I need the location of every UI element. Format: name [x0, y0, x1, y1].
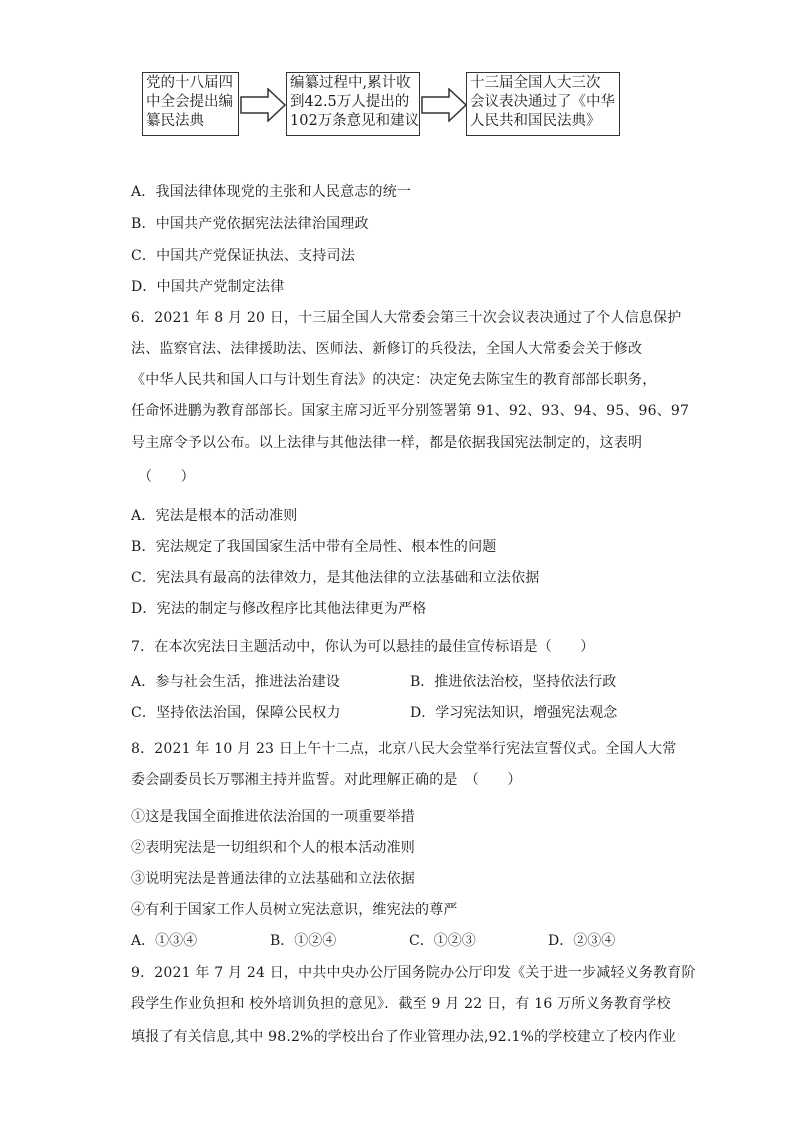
q6-option-a: A．宪法是根本的活动准则 [131, 508, 298, 524]
flow-box-3-line: 十三届全国人大三次 [470, 75, 601, 91]
q5-option-d: D．中国共产党制定法律 [131, 279, 285, 295]
flowchart [142, 72, 622, 138]
q7-option-c: C．坚持依法治国，保障公民权力 [131, 705, 341, 721]
q8-item-4: ④有利于国家工作人员树立宪法意识，维宪法的尊严 [131, 902, 458, 918]
flow-box-1-line: 中全会提出编 [146, 94, 233, 110]
q8-stem-line: 8．2021 年 10 月 23 日上午十二点，北京八民大会堂举行宪法宣誓仪式。全国人大常 [131, 741, 677, 757]
q7-option-a: A．参与社会生活，推进法治建设 [131, 674, 341, 690]
q6-answer-blank: （ ） [138, 469, 195, 485]
flow-box-2-line: 编纂过程中,累计收 [290, 75, 411, 91]
q5-option-a: A．我国法律体现党的主张和人民意志的统一 [131, 184, 412, 200]
q9-stem-line: 填报了有关信息,其中 98.2%的学校出台了作业管理办法,92.1%的学校建立了校内作业 [131, 1029, 677, 1045]
flow-box-1-line: 党的十八届四 [146, 75, 233, 91]
flow-box-3 [466, 72, 620, 136]
q8-option-c: C．①②③ [409, 933, 476, 949]
q6-stem-line: 《中华人民共和国人口与计划生育法》的决定：决定免去陈宝生的教育部部长职务， [131, 372, 657, 388]
q5-option-b: B．中国共产党依据宪法法律治国理政 [131, 216, 369, 232]
flow-arrow-icon [421, 88, 467, 122]
q8-item-2: ②表明宪法是一切组织和个人的根本活动准则 [131, 840, 415, 856]
flow-box-1-line: 纂民法典 [146, 113, 204, 129]
q6-stem-line: 法、监察官法、法律援助法、医师法、新修订的兵役法，全国人大常委会关于修改 [131, 341, 643, 357]
flow-box-3-line: 人民共和国民法典》 [470, 113, 601, 129]
q8-option-b: B．①②④ [270, 933, 337, 949]
q8-item-1: ①这是我国全面推进依法治国的一项重要举措 [131, 809, 415, 825]
q9-stem-line: 9．2021 年 7 月 24 日，中共中央办公厅国务院办公厅印发《关于进一步减轻义务教育阶 [131, 965, 696, 981]
flow-box-1 [142, 72, 239, 136]
flow-box-2-line: 到42.5万人提出的 [290, 94, 410, 110]
q6-stem-line: 任命怀进鹏为教育部部长。国家主席习近平分别签署第 91、92、93、94、95、96、97 [131, 403, 690, 419]
flow-box-2-line: 102万条意见和建议 [290, 113, 420, 129]
q9-stem-line: 段学生作业负担和 校外培训负担的意见》．截至 9 月 22 日，有 16 万所义务教育学校 [131, 996, 671, 1012]
q6-stem-line: 6．2021 年 8 月 20 日，十三届全国人大常委会第三十次会议表决通过了个人信息保护 [131, 310, 682, 326]
q6-option-c: C．宪法具有最高的法律效力，是其他法律的立法基础和立法依据 [131, 570, 540, 586]
q6-option-b: B．宪法规定了我国国家生活中带有全局性、根本性的问题 [131, 539, 497, 555]
q7-option-b: B．推进依法治校，坚持依法行政 [410, 674, 617, 690]
q7-option-d: D．学习宪法知识，增强宪法观念 [410, 705, 618, 721]
q8-option-a: A．①③④ [131, 933, 198, 949]
q8-stem-line: 委会副委员长万鄂湘主持并监誓。对此理解正确的是 （ ） [131, 772, 522, 788]
flow-arrow-icon [240, 88, 286, 122]
q8-item-3: ③说明宪法是普通法律的立法基础和立法依据 [131, 871, 415, 887]
q5-option-c: C．中国共产党保证执法、支持司法 [131, 248, 355, 264]
q8-option-d: D．②③④ [548, 933, 616, 949]
flow-box-3-line: 会议表决通过了《中华 [470, 94, 615, 110]
q6-stem-line: 号主席令予以公布。以上法律与其他法律一样，都是依据我国宪法制定的，这表明 [131, 435, 643, 451]
q7-stem: 7．在本次宪法日主题活动中，你认为可以悬挂的最佳宣传标语是（ ） [131, 639, 595, 655]
flow-box-2 [286, 72, 420, 136]
q6-option-d: D．宪法的制定与修改程序比其他法律更为严格 [131, 601, 427, 617]
